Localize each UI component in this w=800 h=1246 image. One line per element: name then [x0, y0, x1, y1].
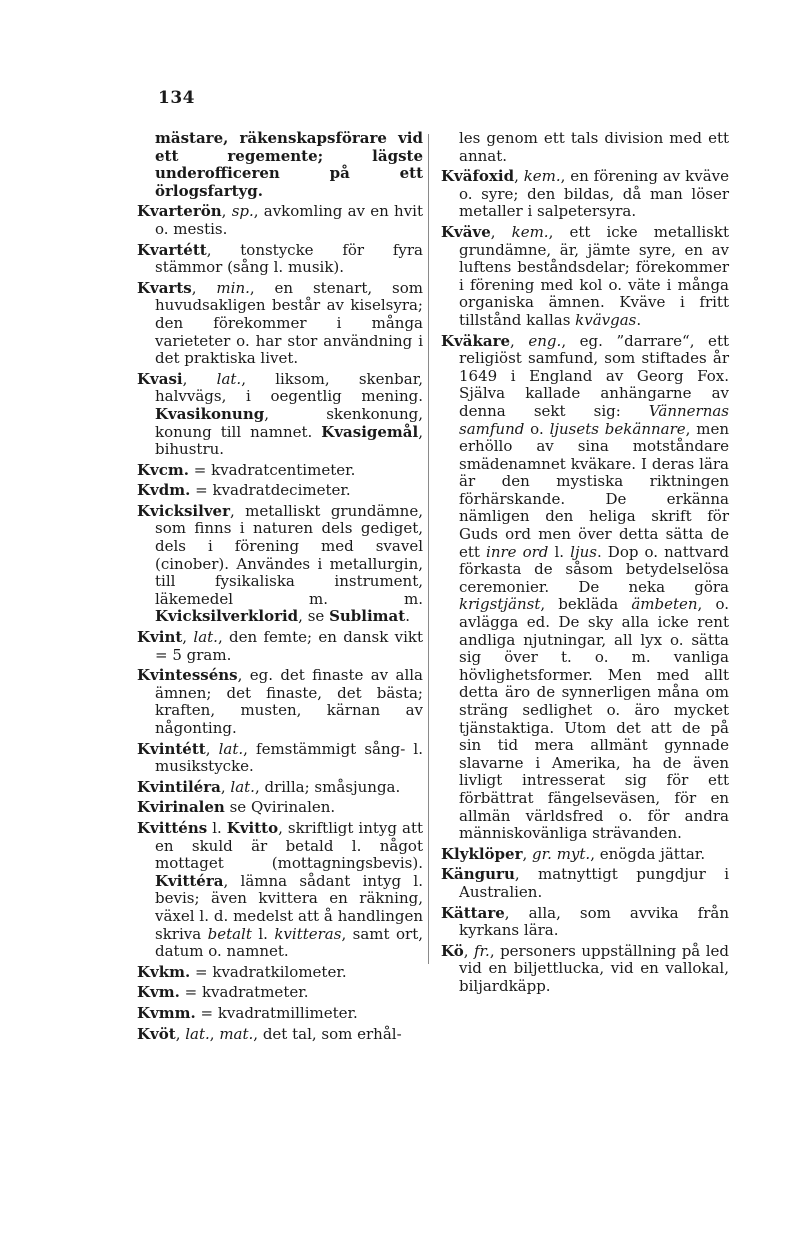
headword: Kö — [441, 941, 464, 960]
italic-term: kem. — [523, 167, 561, 186]
definition-text: , eg. ”darrare“, ett religiöst samfund, som stiftades år 1649 i England av Georg Fox. Själva kallade anhängarne av denna sekt sig: — [459, 331, 729, 420]
italic-term: sp. — [231, 202, 254, 221]
italic-term: lat. — [218, 739, 244, 758]
definition-text: , se — [298, 607, 330, 626]
definition-text: , matnyttigt pungdjur i Australien. — [459, 865, 729, 901]
italic-term: betalt — [207, 924, 252, 943]
definition-text: , o. avlägga ed. De sky alla icke rent andliga njutningar, all lyx o. sätta sig över t. o. m. vanliga hövlighetsformer. Men med allt detta äro de synnerligen måna om sträng sedlighet o. äro mycket tjänstaktiga. Utom det att de på sin tid mera allmänt gynnade slavarne i Amerika, ha de även livligt intresserat sig för ett förbättrat fängelseväsen, för en allmän världsfred o. för andra människovänliga strävanden. — [459, 595, 729, 843]
headword: Kvicksilverklorid — [155, 607, 299, 626]
headword: Kvicksilver — [137, 501, 230, 520]
definition-text: les genom ett tals division med ett annat. — [459, 129, 729, 165]
italic-term: gr. myt. — [532, 844, 591, 863]
definition-text: , bihustru. — [155, 422, 423, 459]
dictionary-entry — [441, 866, 729, 901]
definition-text: , ett icke metalliskt grundämne, är, jämte syre, en av luftens beståndsdelar; förekommer i förening med kol o. väte i många organiska ämnen. Kväve i fritt tillstånd kallas — [459, 222, 729, 329]
dictionary-entry — [137, 462, 423, 480]
italic-term: inre ord — [486, 542, 549, 561]
definition-text: , en förening av kväve o. syre; den bildas, då man löser metaller i salpetersyra. — [459, 167, 729, 221]
headword: Kvasigemål — [321, 422, 419, 441]
definition-text: , tonstycke för fyra stämmor (sång l. musik). — [155, 240, 423, 277]
dictionary-entry — [441, 224, 729, 330]
definition-text: , drilla; småsjunga. — [254, 777, 401, 796]
definition-text: , — [182, 369, 217, 388]
dictionary-entry — [441, 168, 729, 221]
headword: Kvint — [137, 628, 183, 647]
italic-term: kvävgas — [575, 310, 637, 329]
headword: Kvöt — [137, 1024, 176, 1043]
headword: Känguru — [441, 865, 515, 884]
headword: Klyklöper — [441, 844, 523, 863]
headword: Kättare — [441, 903, 505, 922]
definition-text: , liksom, skenbar, halvvägs, i oegentlig mening. — [155, 369, 423, 406]
definition-text: , — [221, 202, 232, 221]
definition-text: = kvadratdecimeter. — [190, 481, 351, 500]
definition-text: , samt ort, datum o. namnet. — [155, 924, 423, 961]
dictionary-entry — [441, 846, 729, 864]
dictionary-entry — [137, 203, 423, 238]
dictionary-entry — [137, 820, 423, 961]
definition-text: , — [510, 331, 529, 350]
headword: Kvasi — [137, 369, 183, 388]
italic-term: mat. — [219, 1024, 254, 1043]
headword: Kvcm. — [137, 460, 189, 479]
dictionary-entry — [137, 1026, 423, 1044]
definition-text: , — [463, 941, 474, 960]
headword: Kvarts — [137, 278, 192, 297]
italic-term: lat. — [230, 777, 255, 796]
italic-term: ljus — [570, 542, 597, 561]
definition-text: , det tal, som erhål- — [253, 1024, 402, 1043]
italic-term: kvitteras — [274, 924, 342, 943]
headword: Kvitténs — [137, 818, 208, 837]
definition-text: , — [175, 1024, 186, 1043]
dictionary-entry — [137, 741, 423, 776]
definition-text: , metalliskt grundämne, som finns i naturen dels gediget, dels i förening med svavel (cinober). Användes i metallurgin, till fysikaliska instrument, läkemedel m. m. — [155, 501, 423, 608]
dictionary-entry — [137, 964, 423, 982]
definition-text: , eg. det finaste av alla ämnen; det finaste, det bästa; kraften, musten, kärnan av någonting. — [155, 666, 423, 737]
left-column — [137, 130, 423, 1046]
italic-term: krigstjänst — [459, 595, 541, 614]
dictionary-entry — [441, 130, 729, 165]
dictionary-entry — [441, 905, 729, 940]
column-divider — [428, 134, 429, 964]
headword: , räkenskapsförare vid ett regemente; lägste underofficeren på ett örlogsfartyg. — [155, 129, 423, 200]
headword: Kvintétt — [137, 739, 206, 758]
headword: Kvkm. — [137, 962, 191, 981]
italic-term: Vännernas samfund — [459, 401, 729, 438]
italic-term: kem. — [511, 222, 549, 241]
dictionary-entry — [137, 779, 423, 797]
definition-text: , — [191, 278, 217, 297]
headword: Kvitto — [226, 818, 279, 837]
headword: Kvarterön — [137, 202, 222, 221]
definition-text: , — [182, 628, 194, 647]
definition-text: l. — [251, 924, 275, 943]
definition-text: = kvadratmillimeter. — [195, 1003, 358, 1022]
definition-text: , avkomling av en hvit o. mestis. — [155, 202, 424, 238]
definition-text: , personers uppställning på led vid en biljettlucka, vid en vallokal, biljardkäpp. — [459, 941, 729, 995]
headword: Kvittéra — [155, 871, 224, 890]
definition-text: . — [405, 607, 410, 626]
page-number: 134 — [158, 88, 195, 108]
dictionary-entry — [137, 371, 423, 459]
definition-text: . Dop o. nattvard förkasta de såsom betydelselösa ceremonier. De neka göra — [459, 542, 729, 596]
italic-term: ljusets bekännare — [549, 419, 686, 438]
definition-text: , skenkonung, konung till namnet. — [155, 404, 423, 441]
dictionary-entry — [137, 984, 423, 1002]
definition-text: , men erhöllo av sina motståndare smädenamnet kväkare. I deras lära är den mystiska riktningen förhärskande. De erkänna nämligen den heliga skrift för Guds ord men över detta sätta de ett — [459, 419, 730, 561]
definition-text: . — [636, 310, 642, 329]
definition-text: l. — [548, 542, 571, 561]
dictionary-entry — [137, 242, 423, 277]
definition-text: , alla, som avvika från kyrkans lära. — [459, 903, 729, 940]
definition-text: = kvadratcentimeter. — [188, 460, 356, 479]
definition-text: , — [514, 167, 524, 186]
definition-text: l. — [207, 818, 227, 837]
definition-text: , — [522, 844, 533, 863]
definition-text: , — [205, 739, 219, 758]
headword: Kväkare — [441, 331, 511, 350]
italic-term: lat. — [193, 628, 218, 647]
definition-text: = kvadratkilometer. — [190, 962, 347, 981]
dictionary-entry — [137, 482, 423, 500]
italic-term: fr. — [473, 941, 490, 960]
dictionary-entry — [137, 280, 423, 368]
headword: Kvasikonung — [155, 404, 265, 423]
dictionary-entry — [441, 943, 729, 996]
definition-text: , — [220, 777, 231, 796]
italic-term: ämbeten — [631, 595, 698, 614]
definition-text: , — [490, 222, 512, 241]
definition-text: , den femte; en dansk vikt = 5 gram. — [155, 628, 423, 664]
definition-text: , en stenart, som huvudsakligen består av kiselsyra; den förekommer i många varieteter o. har stor användning i det praktiska livet. — [155, 278, 423, 368]
headword: Kvirinalen — [137, 798, 225, 817]
right-column — [441, 130, 729, 999]
definition-text: , lämna sådant intyg l. bevis; även kvittera en räkning, växel l. d. medelst att å handlingen skriva — [155, 871, 423, 943]
dictionary-entry — [137, 130, 423, 200]
italic-term: eng. — [528, 331, 562, 350]
headword: Sublimat — [329, 607, 406, 626]
definition-text: , bekläda — [540, 595, 632, 614]
headword: mästare — [155, 129, 224, 147]
dictionary-entry — [441, 333, 729, 843]
headword: Kvintesséns — [137, 666, 238, 685]
definition-text: , femstämmigt sång- l. musikstycke. — [155, 739, 423, 776]
headword: Kvartétt — [137, 240, 207, 259]
headword: Kväve — [441, 222, 491, 241]
definition-text: , skriftligt intyg att en skuld är betald l. något mottaget (mottagningsbevis). — [155, 818, 423, 873]
definition-text: , enögda jättar. — [590, 844, 706, 863]
italic-term: lat. — [216, 369, 242, 388]
definition-text: , — [209, 1024, 220, 1043]
definition-text: se Qvirinalen. — [224, 798, 336, 817]
definition-text: o. — [524, 419, 550, 438]
headword: Kvmm. — [137, 1003, 196, 1022]
dictionary-entry — [137, 1005, 423, 1023]
italic-term: lat. — [185, 1024, 210, 1043]
definition-text: = kvadratmeter. — [179, 983, 309, 1002]
dictionary-entry — [137, 629, 423, 664]
dictionary-entry — [137, 667, 423, 737]
dictionary-entry — [137, 799, 423, 817]
headword: Kvintiléra — [137, 777, 221, 796]
headword: Kvdm. — [137, 481, 191, 500]
headword: Kvm. — [137, 983, 180, 1002]
headword: Kväfoxid — [441, 167, 515, 186]
dictionary-entry — [137, 503, 423, 626]
italic-term: min. — [216, 278, 250, 297]
